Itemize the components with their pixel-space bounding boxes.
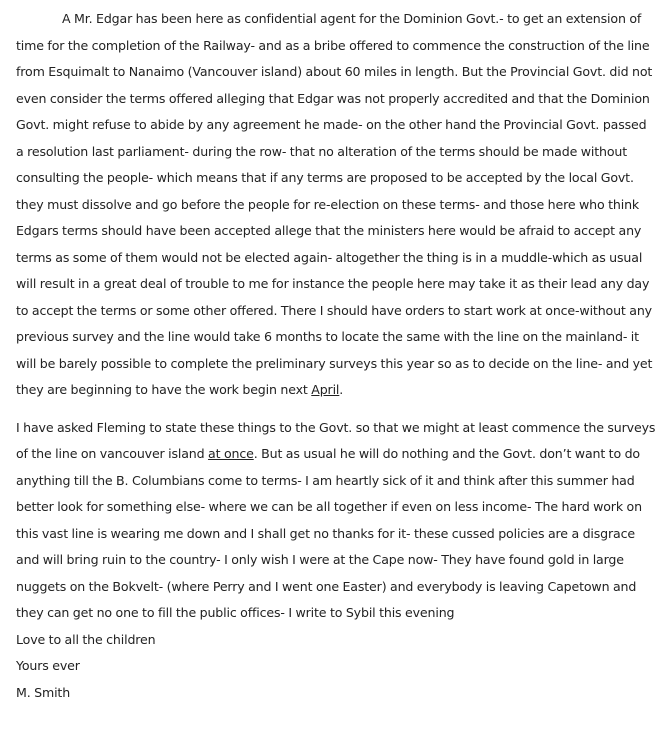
letter-document (16, 6, 656, 706)
underlined-at-once: at once (208, 446, 254, 461)
paragraph-2-rest: . But as usual he will do nothing and the Govt. don’t want to do anything till the B. Columbians come to terms- I am heartly sick of it and think after this summer had better look for something else- where we can be all together if even on less income- The hard work on this vast line is wearing me down and I shall get no thanks for it- these cussed policies are a disgrace and will bring ruin to the country- I only wish I were at the Cape now- They have found gold in large nuggets on the Bokvelt- (where Perry and I went one Easter) and everybody is leaving Capetown and they can get no one to fill the public offices- I write to Sybil this evening (16, 446, 642, 620)
paragraph-1-text: A Mr. Edgar has been here as confidential agent for the Dominion Govt.- to get an extension of time for the completion of the Railway- and as a bribe offered to commence the construction of the line from Esquimalt to Nanaimo (Vancouver island) about 60 miles in length. But the Provincial Govt. did not even consider the terms offered alleging that Edgar was not properly accredited and that the Dominion Govt. might refuse to abide by any agreement he made- on the other hand the Provincial Govt. passed a resolution last parliament- during the row- that no alteration of the terms should be made without consulting the people- which means that if any terms are proposed to be accepted by the local Govt. they must dissolve and go before the people for re-election on these terms- and those here who think Edgars terms should have been accepted allege that the ministers here would be afraid to accept any terms as some of them would not be elected again- altogether the thing is in a muddle-which as usual will result in a great deal of trouble to me for instance the people here may take it as their lead any day to accept the terms or some other offered. There I should have orders to start work at once-without any previous survey and the line would take 6 months to locate the same with the line on the mainland- it will be barely possible to complete the preliminary surveys this year so as to decide on the line- and yet they are beginning to have the work begin next (16, 11, 653, 397)
closing-signoff: Yours ever (16, 658, 80, 673)
paragraph-2 (16, 415, 656, 627)
closing-love-line: Love to all the children (16, 631, 156, 647)
paragraph-2-text: I have asked Fleming to state these things to the Govt. so that we might at least commence the surveys of the line on vancouver island (16, 419, 656, 461)
closing-signature: M. Smith (16, 684, 71, 700)
paragraph-1 (16, 6, 656, 404)
paragraph-1-end: . (339, 382, 344, 397)
underlined-april: April (311, 382, 340, 397)
